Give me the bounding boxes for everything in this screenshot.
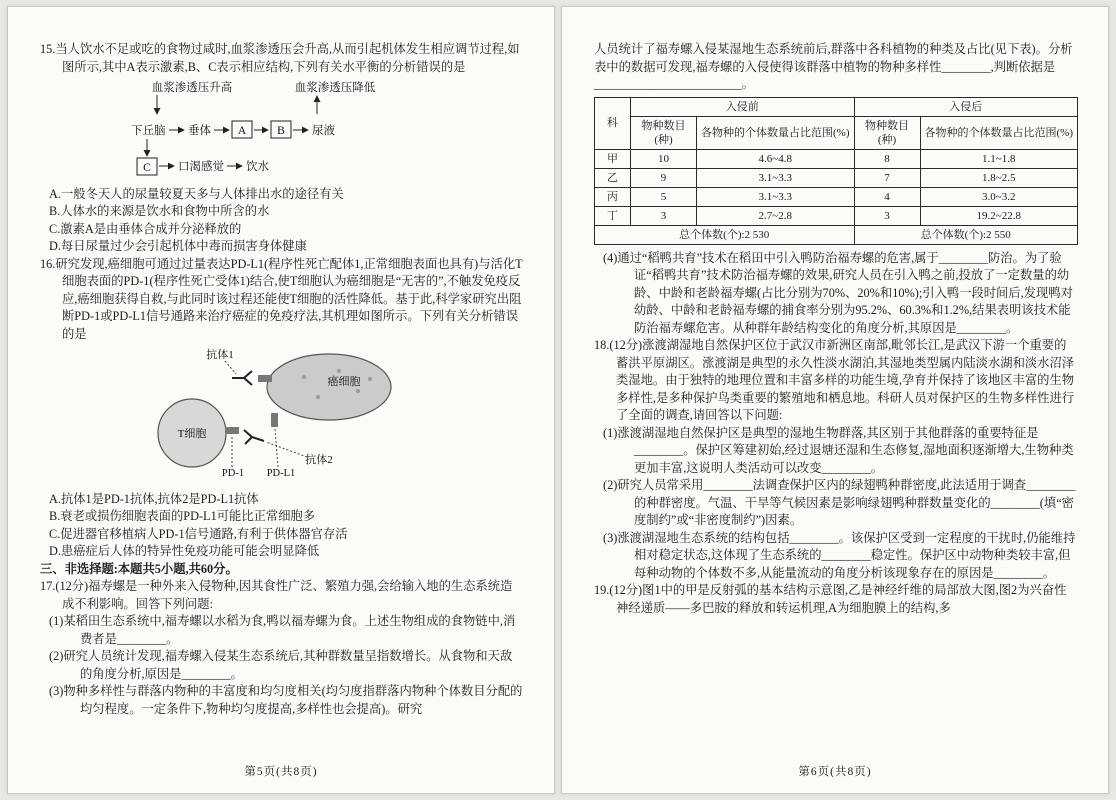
question-18-sub-3: (3)涨渡湖湿地生态系统的结构包括________。该保护区受到一定程度的干扰时,仍能维持相对稳定状态,这体现了生态系统的________稳定性。保护区中动物种类较丰富,但每种动物的个体数不多,从能量流动的角度分析该现象存在的原因是________。 <box>603 530 1076 580</box>
cell-post-count: 4 <box>854 187 920 206</box>
species-invasion-table <box>594 97 1078 245</box>
table-header-family: 科 <box>595 97 631 149</box>
table-subheader-ratio-pre: 各物种的个体数量占比范围(%) <box>697 116 855 149</box>
table-header-post-invasion: 入侵后 <box>854 97 1078 116</box>
question-17-sub-2: (2)研究人员统计发现,福寿螺入侵某生态系统后,其种群数量呈指数增长。从食物和天敌的角度分析,原因是________。 <box>49 649 513 681</box>
question-19-stem: 19.(12分)图1中的甲是反射弧的基本结构示意图,乙是神经纤维的局部放大图,图2为兴奋性神经递质——多巴胺的释放和转运机理,A为细胞膜上的结构,多 <box>594 583 1067 615</box>
cell-pre-ratio: 3.1~3.3 <box>697 187 855 206</box>
label-t-cell: T细胞 <box>177 428 207 440</box>
page-6-footer: 第6页(共8页) <box>798 765 872 778</box>
cell-post-count: 8 <box>854 149 920 168</box>
cell-pre-count: 5 <box>631 187 697 206</box>
cell-pre-ratio: 4.6~4.8 <box>697 149 855 168</box>
table-row <box>595 168 1078 187</box>
question-17-sub-4: (4)通过“稻鸭共育”技术在稻田中引入鸭防治福寿螺的危害,属于________防治。为了验证“稻鸭共育”技术防治福寿螺的效果,研究人员在引入鸭之前,投放了一定数量的幼龄、中龄和老龄福寿螺(占比分别为70%、20%和10%);引入鸭一段时间后,发现鸭对幼龄、中龄和老龄福寿螺的捕食率分别为95.2%、60.3%和1.2%,结果表明该技术能防治福寿螺危害。从种群年龄结构变化的角度分析,其原因是________。 <box>603 250 1073 335</box>
label-antibody-2: 抗体2 <box>305 454 333 466</box>
question-17-stem: 17.(12分)福寿螺是一种外来入侵物种,因其食性广泛、繁殖力强,会给输入地的生态系统造成不利影响。回答下列问题: <box>40 579 513 611</box>
label-thirst: 口渴感觉 <box>178 161 224 173</box>
label-cancer-cell: 癌细胞 <box>327 376 361 388</box>
page-5 <box>7 6 555 794</box>
cell-pre-count: 10 <box>631 149 697 168</box>
page-6 <box>561 6 1109 794</box>
table-header-pre-invasion: 入侵前 <box>631 97 855 116</box>
table-row <box>595 149 1078 168</box>
label-pd1: PD-1 <box>221 468 245 479</box>
cell-post-count: 7 <box>854 168 920 187</box>
label-pdl1: PD-L1 <box>266 468 296 479</box>
label-box-c: C <box>143 162 151 174</box>
cell-post-ratio: 19.2~22.8 <box>920 206 1078 225</box>
pdl1-ligand-bottom <box>271 413 278 427</box>
section-3-header: 三、非选择题:本题共5小题,共60分。 <box>40 561 238 576</box>
cell-pre-count: 9 <box>631 168 697 187</box>
cell-total-pre: 总个体数(个):2 530 <box>595 225 855 244</box>
cell-post-ratio: 1.8~2.5 <box>920 168 1078 187</box>
label-box-a: A <box>237 125 247 137</box>
label-osmotic-rise: 血浆渗透压升高 <box>151 82 233 94</box>
question-15-option-c: C.激素A是由垂体合成并分泌释放的 <box>49 221 242 236</box>
cell-family: 丙 <box>595 187 631 206</box>
table-subheader-count-pre: 物种数目(种) <box>631 116 697 149</box>
antibody-2-shape <box>244 430 264 444</box>
cell-post-ratio: 3.0~3.2 <box>920 187 1078 206</box>
question-16-stem: 16.研究发现,癌细胞可通过过量表达PD-L1(程序性死亡配体1,正常细胞表面也具有)与活化T细胞表面的PD-1(程序性死亡受体1)结合,使T细胞认为癌细胞是“无害的”,不触发免疫反应,癌细胞获得自救,与此同时该过程还能使T细胞的活性降低。基于此,科学家研究出阻断PD-1或PD-L1信号通路来治疗癌症的免疫疗法,其机理如图所示。下列有关分析错误的是 <box>40 256 523 341</box>
label-drink: 饮水 <box>246 161 269 173</box>
label-osmotic-fall: 血浆渗透压降低 <box>294 82 376 94</box>
table-subheader-ratio-post: 各物种的个体数量占比范围(%) <box>920 116 1078 149</box>
label-box-b: B <box>277 125 285 137</box>
cell-pre-ratio: 3.1~3.3 <box>697 168 855 187</box>
question-15-option-d: D.每日尿量过少会引起机体中毒而损害身体健康 <box>49 239 307 253</box>
question-16-diagram <box>40 345 524 489</box>
pd1-receptor <box>225 427 239 434</box>
question-18-stem: 18.(12分)涨渡湖湿地自然保护区位于武汉市新洲区南部,毗邻长江,是武汉下游一个重要的蓄洪平原湖区。涨渡湖是典型的永久性淡水湖泊,其湿地类型属内陆淡水湖和淡水沼泽类湿地。由于独特的地理位置和丰富多样的功能生境,孕育并保持了该地区丰富的生物多样性,是多种保护鸟类重要的繁殖地和栖息地。科研人员对保护区的生物多样性进行了全面的调查,请回答以下问题: <box>594 338 1075 422</box>
antibody-1-shape <box>232 371 252 385</box>
table-row <box>595 206 1078 225</box>
cell-family: 丁 <box>595 206 631 225</box>
question-18-sub-2: (2)研究人员常采用________法调查保护区内的绿翅鸭种群密度,此法适用于调查________的种群密度。气温、干旱等气候因素是影响绿翅鸭种群数量变化的________(填“密度制约”或“非密度制约”)因素。 <box>603 478 1076 527</box>
cell-family: 乙 <box>595 168 631 187</box>
question-16-option-a: A.抗体1是PD-1抗体,抗体2是PD-L1抗体 <box>49 491 259 506</box>
question-15-diagram <box>40 78 524 184</box>
osmotic-pressure-flowchart <box>117 78 447 178</box>
cell-post-ratio: 1.1~1.8 <box>920 149 1078 168</box>
label-hypothalamus: 下丘脑 <box>131 125 166 137</box>
table-total-row <box>595 225 1078 244</box>
label-antibody-1: 抗体1 <box>206 349 234 361</box>
label-pituitary: 垂体 <box>188 125 211 137</box>
question-16-option-d: D.患癌症后人体的特异性免疫功能可能会明显降低 <box>49 544 320 558</box>
cell-total-post: 总个体数(个):2 550 <box>854 225 1078 244</box>
cell-post-count: 3 <box>854 206 920 225</box>
question-17-sub-1: (1)某稻田生态系统中,福寿螺以水稻为食,鸭以福寿螺为食。上述生物组成的食物链中,消费者是________。 <box>49 614 516 646</box>
page-5-footer: 第5页(共8页) <box>244 765 318 778</box>
table-header-row-1 <box>595 97 1078 116</box>
question-15-option-b: B.人体水的来源是饮水和食物中所含的水 <box>49 204 270 218</box>
table-header-row-2 <box>595 116 1078 149</box>
cell-family: 甲 <box>595 149 631 168</box>
question-16-option-c: C.促进器官移植病人PD-1信号通路,有利于供体器官存活 <box>49 526 348 541</box>
table-row <box>595 187 1078 206</box>
question-15-option-a: A.一般冬天人的尿量较夏天多与人体排出水的途径有关 <box>49 186 344 201</box>
question-16-option-b: B.衰老或损伤细胞表面的PD-L1可能比正常细胞多 <box>49 509 316 523</box>
cell-pre-count: 3 <box>631 206 697 225</box>
question-18-sub-1: (1)涨渡湖湿地自然保护区是典型的湿地生物群落,其区别于其他群落的重要特征是________。保护区筹建初始,经过退塘还湿和生态修复,湿地面积逐渐增大,生物种类更加丰富,这说明人类活动可以改变________。 <box>603 425 1074 475</box>
pd1-pdl1-cell-diagram <box>132 345 432 483</box>
cell-pre-ratio: 2.7~2.8 <box>697 206 855 225</box>
label-urine: 尿液 <box>312 125 335 137</box>
pdl1-ligand-left <box>258 375 272 382</box>
table-subheader-count-post: 物种数目(种) <box>854 116 920 149</box>
question-15-stem: 15.当人饮水不足或吃的食物过咸时,血浆渗透压会升高,从而引起机体发生相应调节过程,如图所示,其中A表示激素,B、C表示相应结构,下列有关水平衡的分析错误的是 <box>40 42 520 74</box>
question-17-sub-3: (3)物种多样性与群落内物种的丰富度和均匀度相关(均匀度指群落内物种个体数目分配的均匀程度。一定条件下,物种均匀度提高,多样性也会提高)。研究 <box>49 684 523 716</box>
question-17-sub-3-continuation: 人员统计了福寿螺入侵某湿地生态系统前后,群落中各科植物的种类及占比(见下表)。分析表中的数据可发现,福寿螺的入侵使得该群落中植物的物种多样性________,判断依据是________________________。 <box>594 42 1073 91</box>
